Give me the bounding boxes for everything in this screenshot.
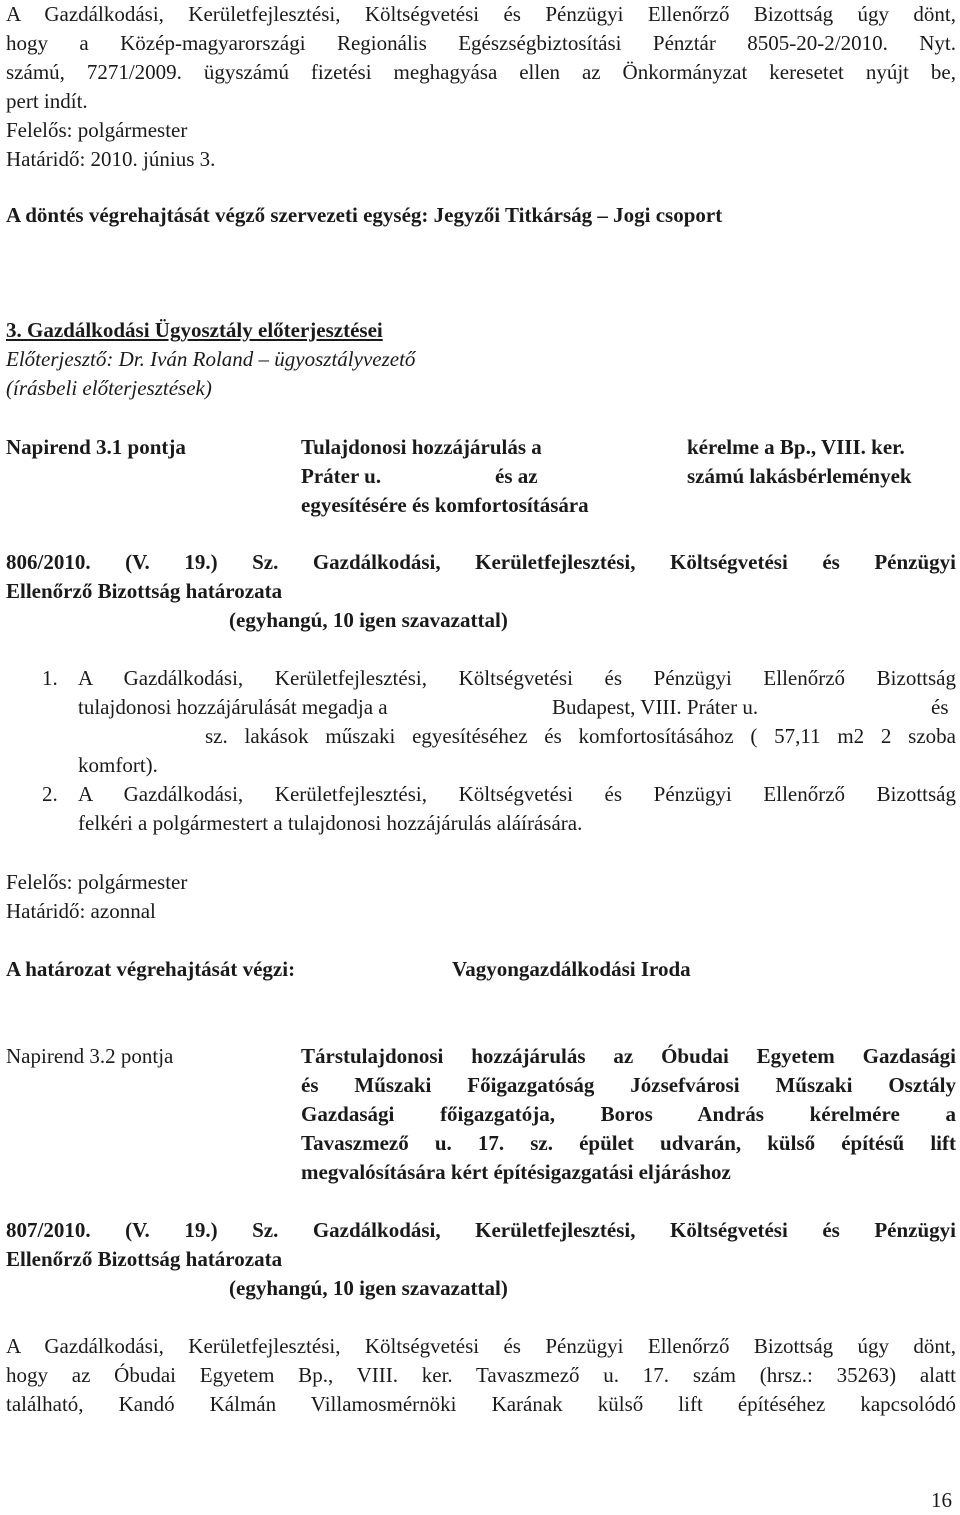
agenda-item-3-2-label: Napirend 3.2 pontja: [6, 1044, 174, 1068]
resolution-806-point-1-line-2a: tulajdonosi hozzájárulását megadja a: [78, 695, 388, 719]
item-3-1-executor-label: A határozat végrehajtását végzi:: [6, 957, 296, 981]
item-3-1-responsible: Felelős: polgármester: [6, 870, 188, 894]
agenda-item-3-1-title-2b: és az: [495, 464, 538, 488]
resolution-807-body-line-1: A Gazdálkodási, Kerületfejlesztési, Költségvetési és Pénzügyi Ellenőrző Bizottság úgy dönt,: [6, 1334, 956, 1358]
section-title: [6, 316, 383, 345]
resolution-806-point-1-line-4: komfort).: [78, 753, 158, 777]
intro-responsible: Felelős: polgármester: [6, 118, 188, 142]
item-3-1-deadline: Határidő: azonnal: [6, 899, 156, 923]
resolution-807-heading-2: Ellenőrző Bizottság határozata: [6, 1247, 283, 1271]
section-presenter: Előterjesztő: Dr. Iván Roland – ügyosztályvezető: [6, 347, 416, 371]
resolution-806-point-1-line-1: A Gazdálkodási, Kerületfejlesztési, Költségvetési és Pénzügyi Ellenőrző Bizottság: [78, 666, 956, 690]
agenda-item-3-2-title-4: Tavaszmező u. 17. sz. épület udvarán, külső építésű lift: [301, 1131, 956, 1155]
agenda-item-3-1-title-2c: számú lakásbérlemények: [687, 464, 912, 488]
resolution-806-point-2-line-1: A Gazdálkodási, Kerületfejlesztési, Költségvetési és Pénzügyi Ellenőrző Bizottság: [78, 782, 956, 806]
agenda-item-3-2-title-3: Gazdasági főigazgatója, Boros András kérelmére a: [301, 1102, 956, 1126]
agenda-item-3-1-label: Napirend 3.1 pontja: [6, 435, 186, 459]
agenda-item-3-2-title-1: Társtulajdonosi hozzájárulás az Óbudai Egyetem Gazdasági: [301, 1044, 956, 1068]
intro-deadline: Határidő: 2010. június 3.: [6, 147, 216, 171]
agenda-item-3-2-title-2: és Műszaki Főigazgatóság Józsefvárosi Műszaki Osztály: [301, 1073, 956, 1097]
resolution-806-point-1-line-2c: és: [931, 695, 949, 719]
page-number: 16: [931, 1488, 952, 1512]
resolution-806-point-2-line-2: felkéri a polgármestert a tulajdonosi hozzájárulás aláírására.: [78, 811, 583, 835]
resolution-807-vote: (egyhangú, 10 igen szavazattal): [229, 1276, 508, 1300]
intro-line-2: hogy a Közép-magyarországi Regionális Egészségbiztosítási Pénztár 8505-20-2/2010. Nyt.: [6, 31, 956, 55]
section-note: (írásbeli előterjesztések): [6, 376, 212, 400]
intro-line-4: pert indít.: [6, 89, 88, 113]
resolution-806-heading: 806/2010. (V. 19.) Sz. Gazdálkodási, Kerületfejlesztési, Költségvetési és Pénzügyi: [6, 550, 956, 574]
resolution-806-point-1-line-2b: Budapest, VIII. Práter u.: [552, 695, 759, 719]
intro-line-3: számú, 7271/2009. ügyszámú fizetési meghagyása ellen az Önkormányzat keresetet nyújt be,: [6, 60, 956, 84]
resolution-806-vote: (egyhangú, 10 igen szavazattal): [229, 608, 508, 632]
agenda-item-3-1-title-1a: Tulajdonosi hozzájárulás a: [301, 435, 542, 459]
resolution-806-heading-2: Ellenőrző Bizottság határozata: [6, 579, 283, 603]
resolution-806-point-1-line-3: sz. lakások műszaki egyesítéséhez és komfortosításához ( 57,11 m2 2 szoba: [205, 724, 956, 748]
resolution-807-heading: 807/2010. (V. 19.) Sz. Gazdálkodási, Kerületfejlesztési, Költségvetési és Pénzügyi: [6, 1218, 956, 1242]
agenda-item-3-1-title-3: egyesítésére és komfortosítására: [301, 493, 589, 517]
resolution-807-body-line-3: található, Kandó Kálmán Villamosmérnöki Karának külső lift építéséhez kapcsolódó: [6, 1392, 956, 1416]
agenda-item-3-1-title-1b: kérelme a Bp., VIII. ker.: [687, 435, 905, 459]
resolution-806-point-2-number: 2.: [42, 782, 58, 806]
resolution-806-point-1-number: 1.: [42, 666, 58, 690]
resolution-807-body-line-2: hogy az Óbudai Egyetem Bp., VIII. ker. Tavaszmező u. 17. szám (hrsz.: 35263) alatt: [6, 1363, 956, 1387]
item-3-1-executor-value: Vagyongazdálkodási Iroda: [452, 957, 691, 981]
intro-line-1: A Gazdálkodási, Kerületfejlesztési, Költségvetési és Pénzügyi Ellenőrző Bizottság úgy dönt,: [6, 2, 956, 26]
intro-executor: A döntés végrehajtását végző szervezeti egység: Jegyzői Titkárság – Jogi csoport: [6, 203, 723, 227]
agenda-item-3-2-title-5: megvalósítására kért építésigazgatási eljáráshoz: [301, 1160, 731, 1184]
section-title-text: 3. Gazdálkodási Ügyosztály előterjesztései: [6, 318, 383, 342]
agenda-item-3-1-title-2a: Práter u.: [301, 464, 382, 488]
